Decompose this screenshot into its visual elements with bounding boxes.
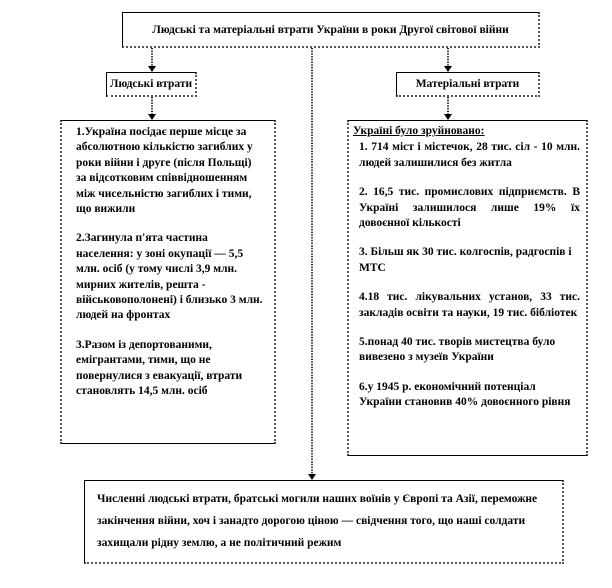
material-losses-heading: Матеріальні втрати	[415, 78, 520, 90]
human-loss-item: 1.Україна посідає перше місце за абсолютною кількістю загиблих у роки війни і друге (після Польщі) за відсотковим співвідношенням між чисельністю загиблих і тими, що вижили	[76, 126, 253, 216]
conclusion-text: Численні людські втрати, братські могили наших воїнів у Європі та Азії, переможне закінчення війни, хоч і занадто дорогою ціною — свідчення того, що наші солдати захищали рідну землю, а не політичний режим	[97, 493, 538, 549]
material-losses-heading-box	[396, 72, 540, 97]
human-losses-heading: Людські втрати	[109, 78, 193, 90]
diagram-title: Людські та матеріальні втрати України в роки Другої світової війни	[152, 23, 509, 36]
material-loss-item: 5.понад 40 тис. творів мистецтва було вивезено з музеїв України	[359, 336, 556, 364]
material-losses-intro: Україні було зруйновано:	[353, 125, 485, 137]
material-loss-item: 6.у 1945 р. економічний потенціал України становив 40% довоєнного рівня	[359, 380, 571, 409]
material-losses-list	[347, 120, 588, 456]
human-losses-heading-box	[106, 72, 197, 97]
material-loss-item: 4.18 тис. лікувальних установ, 33 тис. закладів освіти та науки, 19 тис. бібліотек	[359, 291, 580, 319]
diagram-title-box	[122, 12, 540, 48]
material-loss-item: 1. 714 міст і містечок, 28 тис. сіл - 10 млн. людей залишилися без житла	[359, 141, 580, 169]
human-loss-item: 2.Загинула п'ята частина населення: у зоні окупації — 5,5 млн. осіб (у тому числі 3,9 млн. мирних жителів, решта - військовополонені) і близько 3 млн. людей на фронтах	[76, 232, 263, 322]
conclusion-box	[84, 480, 564, 564]
material-loss-item: 2. 16,5 тис. промислових підприємств. В Україні залишилося лише 19% їх довоєнної кількості	[359, 186, 580, 230]
human-losses-list	[60, 120, 276, 444]
human-loss-item: 3.Разом із депортованими, емігрантами, тими, що не повернулися з евакуації, втрати становлять 14,5 млн. осіб	[76, 338, 243, 398]
material-loss-item: 3. Більш як 30 тис. колгоспів, радгоспів і МТС	[359, 246, 572, 274]
